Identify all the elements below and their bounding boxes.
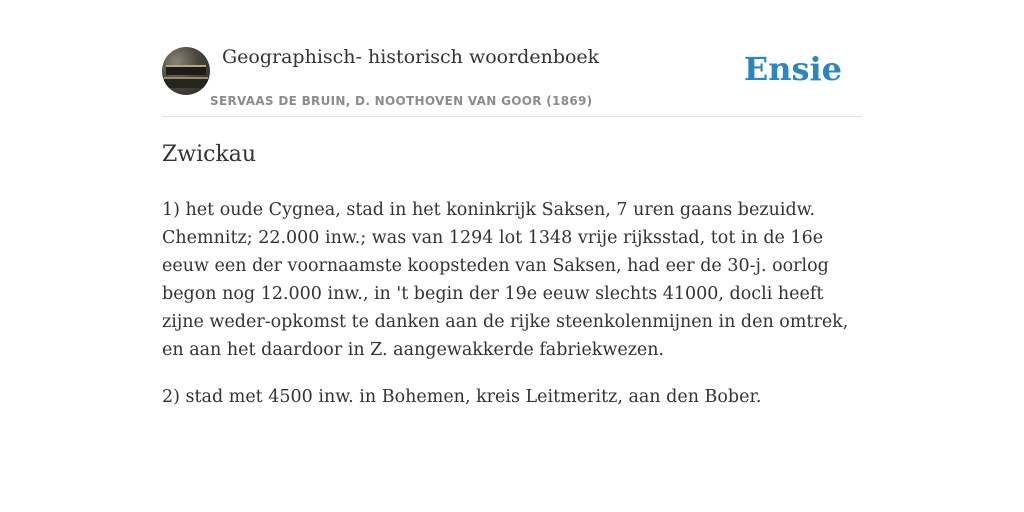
book-header — [162, 40, 862, 117]
ensie-logo-link[interactable]: Ensie — [743, 50, 842, 88]
book-cover-avatar[interactable] — [162, 47, 210, 95]
entry-content — [162, 140, 852, 430]
entry-paragraph-1: 1) het oude Cygnea, stad in het koninkrijk Saksen, 7 uren gaans bezuidw. Chemnitz; 22.000 inw.; was van 1294 lot 1348 vrije rijksstad, tot in de 16e eeuw een der voornaamste koopsteden van Saksen, had eer de 30-j. oorlog begon nog 12.000 inw., in 't begin der 19e eeuw slechts 41000, docli heeft zijne weder-opkomst te danken aan de rijke steenkolenmijnen in den omtrek, en aan het daardoor in Z. aangewakkerde fabriekwezen. — [162, 200, 849, 360]
entry-title: Zwickau — [162, 142, 257, 167]
book-stack-icon — [166, 65, 206, 75]
book-title-link[interactable]: Geographisch- historisch woordenboek — [222, 46, 600, 68]
book-spine-icon — [164, 77, 208, 88]
book-author: SERVAAS DE BRUIN, D. NOOTHOVEN VAN GOOR (1869) — [210, 94, 593, 108]
entry-paragraph-2: 2) stad met 4500 inw. in Bohemen, kreis Leitmeritz, aan den Bober. — [162, 387, 762, 407]
